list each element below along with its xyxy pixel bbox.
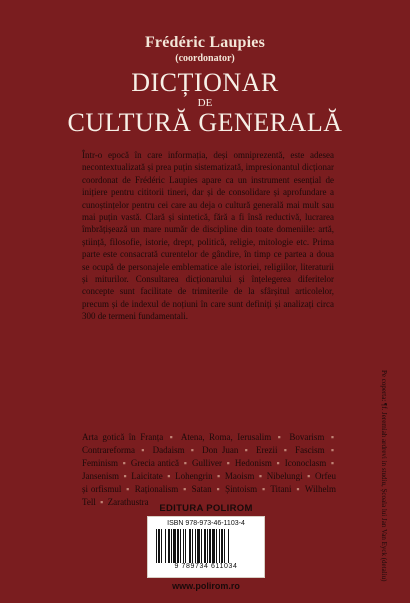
entry-separator: ▪ bbox=[307, 470, 311, 481]
entry-item: Iconoclasm bbox=[284, 457, 327, 468]
publisher-website: www.polirom.ro bbox=[172, 581, 240, 591]
entry-item: Wilhelm Tell bbox=[82, 483, 336, 507]
entry-item: Șintoism bbox=[225, 483, 258, 494]
entry-item: Raționalism bbox=[134, 483, 179, 494]
entry-item: Erezii bbox=[255, 444, 278, 455]
title-line-2: DE bbox=[197, 97, 213, 109]
entry-separator: ▪ bbox=[190, 444, 196, 455]
entries-list bbox=[82, 431, 336, 508]
entry-separator: ▪ bbox=[141, 444, 147, 455]
entry-separator: ▪ bbox=[226, 457, 231, 468]
entry-item: Contrareforma bbox=[82, 444, 135, 455]
entry-item: Hedonism bbox=[234, 457, 272, 468]
barcode-number: 9 789734 611034 bbox=[174, 563, 238, 570]
author-role: (coordonator) bbox=[175, 53, 235, 64]
entry-item: Gulliver bbox=[191, 457, 222, 468]
entry-separator: ▪ bbox=[283, 444, 289, 455]
title-line-3: CULTURĂ GENERALĂ bbox=[67, 108, 343, 137]
entry-separator: ▪ bbox=[169, 432, 175, 442]
isbn-text: ISBN 978-973-46-1103-4 bbox=[167, 520, 245, 527]
entry-item: Grecia antică bbox=[130, 457, 180, 468]
entry-item: Fascism bbox=[295, 444, 325, 455]
entry-item: Bovarism bbox=[289, 432, 325, 442]
title-line-1: DICȚIONAR bbox=[131, 68, 279, 97]
entry-separator: ▪ bbox=[330, 457, 335, 468]
entry-separator: ▪ bbox=[277, 432, 283, 442]
entry-separator: ▪ bbox=[261, 483, 266, 494]
entry-separator: ▪ bbox=[258, 470, 263, 481]
entry-separator: ▪ bbox=[216, 483, 221, 494]
entry-separator: ▪ bbox=[330, 444, 335, 455]
entry-separator: ▪ bbox=[183, 457, 188, 468]
entry-item: Zarathustra bbox=[107, 496, 149, 507]
entry-separator: ▪ bbox=[244, 444, 250, 455]
barcode-label bbox=[147, 516, 265, 578]
entry-item: Lohengrin bbox=[175, 470, 213, 481]
cover-image-credit: Pe coperta: ¶f. Jeremiah ardrevi in studiu, Școala lui Jan Van Eyck (detaliu) bbox=[380, 370, 388, 582]
author-name: Frédéric Laupies bbox=[144, 34, 266, 51]
entry-separator: ▪ bbox=[122, 457, 127, 468]
entry-item: Laicitate bbox=[131, 470, 163, 481]
publisher-name: EDITURA POLIROM bbox=[159, 503, 253, 514]
entry-item: Maoism bbox=[224, 470, 255, 481]
barcode-icon bbox=[154, 529, 258, 563]
entry-separator: ▪ bbox=[296, 483, 301, 494]
entry-item: Feminism bbox=[82, 457, 119, 468]
entry-separator: ▪ bbox=[330, 432, 335, 442]
entry-item: Arta gotică în Franța bbox=[82, 432, 164, 442]
description-paragraph: Într-o epocă în care informația, deși omniprezentă, este adesea necontextualizată și prea puțin sistematizată, impresionantul dicționar coordonat de Frédéric Laupies apare ca un instrument esențial de inițiere pentru cititorii tineri, dar și de consolidare și aprofundare a cunoștințelor pentru cei care au deja o cultură generală mai mult sau mai puțin vastă. Clară și sintetică, fără a fi însă reductivă, lucrarea îmbrățișează un mare număr de discipline din toate domeniile: artă, știință, filosofie, istorie, drept, politică, religie, mitologie etc. Prima parte este consacrată curentelor de gândire, în timp ce partea a doua se ocupă de personajele emblematice ale istoriei, religiilor, literaturii și miturilor. Consultarea dicționarului și înțelegerea diferitelor concepte sunt facilitate de trimiterile de la sfârșitul articolelor, precum și de indexul de noțiuni în care sunt definiți și analizați circa 300 de termeni fundamentali. bbox=[82, 150, 334, 322]
entry-item: Titani bbox=[270, 483, 292, 494]
entry-item: Atena, Roma, Ierusalim bbox=[180, 432, 272, 442]
entry-item: Satan bbox=[191, 483, 212, 494]
entry-item: Jansenism bbox=[82, 470, 119, 481]
entry-item: Don Juan bbox=[202, 444, 239, 455]
entry-separator: ▪ bbox=[123, 470, 127, 481]
entry-separator: ▪ bbox=[100, 496, 104, 507]
entry-separator: ▪ bbox=[167, 470, 171, 481]
entry-separator: ▪ bbox=[217, 470, 221, 481]
entry-item: Dadaism bbox=[152, 444, 185, 455]
entry-separator: ▪ bbox=[126, 483, 130, 494]
entry-item: Orfeu și orfismul bbox=[82, 470, 336, 494]
barcode-section bbox=[144, 503, 268, 591]
entry-separator: ▪ bbox=[276, 457, 281, 468]
entry-separator: ▪ bbox=[183, 483, 187, 494]
entry-item: Nibelungi bbox=[266, 470, 303, 481]
